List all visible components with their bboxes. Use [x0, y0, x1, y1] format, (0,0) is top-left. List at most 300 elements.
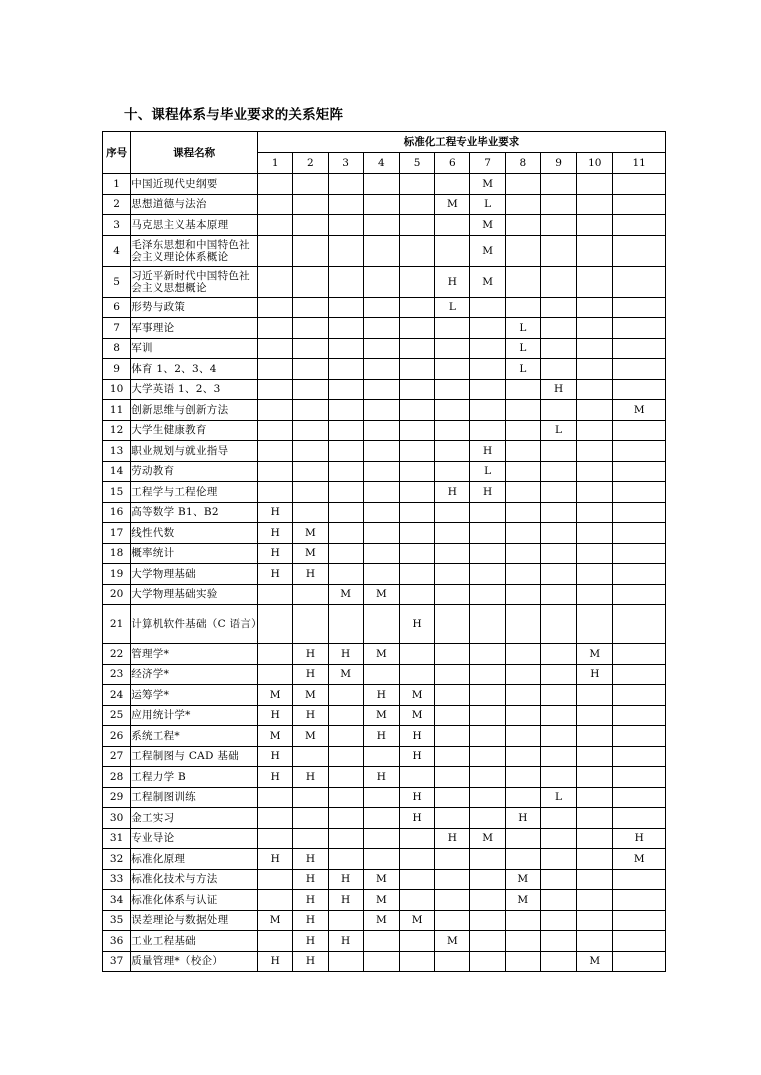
matrix-cell	[505, 266, 540, 297]
matrix-cell: H	[470, 482, 505, 503]
matrix-cell: H	[505, 808, 540, 829]
row-seq: 2	[103, 194, 131, 215]
matrix-cell	[328, 461, 363, 482]
matrix-cell: H	[293, 664, 328, 685]
matrix-cell	[540, 174, 576, 195]
matrix-cell	[540, 767, 576, 788]
matrix-cell	[363, 461, 399, 482]
matrix-cell	[435, 685, 470, 706]
matrix-cell	[470, 338, 505, 359]
row-seq: 31	[103, 828, 131, 849]
matrix-cell	[577, 584, 613, 605]
row-seq: 29	[103, 787, 131, 808]
header-requirements-group: 标准化工程专业毕业要求	[258, 132, 666, 153]
matrix-cell	[505, 194, 540, 215]
header-requirement-3: 3	[328, 153, 363, 174]
matrix-cell	[505, 379, 540, 400]
matrix-cell	[363, 931, 399, 952]
matrix-cell	[363, 502, 399, 523]
matrix-cell: M	[258, 726, 293, 747]
matrix-cell	[470, 644, 505, 665]
row-course-name: 工程制图训练	[131, 787, 258, 808]
row-seq: 25	[103, 705, 131, 726]
matrix-cell	[470, 564, 505, 585]
matrix-cell	[435, 235, 470, 266]
matrix-cell	[540, 441, 576, 462]
matrix-cell	[328, 379, 363, 400]
matrix-cell	[293, 746, 328, 767]
matrix-cell	[540, 215, 576, 236]
matrix-cell	[577, 379, 613, 400]
header-requirement-1: 1	[258, 153, 293, 174]
matrix-cell	[470, 787, 505, 808]
matrix-cell	[328, 194, 363, 215]
matrix-cell	[577, 318, 613, 339]
matrix-cell	[470, 420, 505, 441]
matrix-cell	[328, 726, 363, 747]
row-seq: 9	[103, 359, 131, 380]
matrix-cell	[363, 523, 399, 544]
row-seq: 34	[103, 890, 131, 911]
table-row	[103, 890, 666, 911]
matrix-cell	[613, 502, 666, 523]
matrix-cell	[540, 318, 576, 339]
matrix-cell	[328, 502, 363, 523]
table-row	[103, 605, 666, 644]
matrix-cell: H	[293, 705, 328, 726]
matrix-cell	[399, 849, 434, 870]
matrix-cell	[399, 420, 434, 441]
matrix-cell	[363, 174, 399, 195]
matrix-cell	[540, 644, 576, 665]
matrix-cell	[293, 420, 328, 441]
matrix-cell	[258, 644, 293, 665]
matrix-cell	[470, 297, 505, 318]
row-course-name: 马克思主义基本原理	[131, 215, 258, 236]
matrix-cell	[435, 584, 470, 605]
matrix-cell	[258, 787, 293, 808]
matrix-cell	[505, 564, 540, 585]
matrix-cell	[363, 828, 399, 849]
matrix-cell	[328, 338, 363, 359]
matrix-cell	[470, 502, 505, 523]
matrix-cell	[435, 726, 470, 747]
row-course-name: 大学英语 1、2、3	[131, 379, 258, 400]
matrix-cell	[399, 523, 434, 544]
matrix-cell	[399, 767, 434, 788]
matrix-cell	[613, 379, 666, 400]
matrix-cell	[505, 400, 540, 421]
matrix-cell: H	[399, 808, 434, 829]
matrix-cell: M	[470, 266, 505, 297]
matrix-cell	[435, 318, 470, 339]
matrix-cell	[363, 359, 399, 380]
matrix-cell	[399, 664, 434, 685]
matrix-cell	[363, 441, 399, 462]
matrix-cell	[470, 849, 505, 870]
matrix-cell: H	[363, 767, 399, 788]
matrix-cell	[613, 359, 666, 380]
matrix-cell	[399, 584, 434, 605]
matrix-cell	[363, 849, 399, 870]
header-requirement-6: 6	[435, 153, 470, 174]
matrix-cell	[613, 644, 666, 665]
matrix-cell: H	[540, 379, 576, 400]
row-course-name: 创新思维与创新方法	[131, 400, 258, 421]
matrix-cell	[540, 890, 576, 911]
matrix-cell: L	[540, 787, 576, 808]
matrix-cell	[540, 705, 576, 726]
row-seq: 36	[103, 931, 131, 952]
matrix-cell	[613, 584, 666, 605]
matrix-cell	[540, 338, 576, 359]
matrix-cell	[613, 808, 666, 829]
matrix-cell	[363, 787, 399, 808]
matrix-cell	[470, 664, 505, 685]
matrix-cell	[435, 767, 470, 788]
matrix-cell	[328, 564, 363, 585]
row-seq: 30	[103, 808, 131, 829]
matrix-cell	[328, 951, 363, 972]
matrix-cell	[505, 605, 540, 644]
table-row	[103, 767, 666, 788]
matrix-cell	[293, 482, 328, 503]
matrix-cell	[577, 849, 613, 870]
row-seq: 7	[103, 318, 131, 339]
table-row	[103, 951, 666, 972]
matrix-cell	[470, 318, 505, 339]
matrix-cell	[577, 605, 613, 644]
matrix-cell: M	[363, 644, 399, 665]
matrix-cell	[258, 890, 293, 911]
matrix-cell	[258, 605, 293, 644]
matrix-cell	[540, 564, 576, 585]
matrix-cell: H	[470, 441, 505, 462]
matrix-cell	[435, 605, 470, 644]
matrix-cell: H	[363, 726, 399, 747]
matrix-cell	[505, 910, 540, 931]
matrix-cell	[363, 746, 399, 767]
matrix-cell	[328, 297, 363, 318]
matrix-cell: H	[613, 828, 666, 849]
matrix-cell	[435, 746, 470, 767]
row-seq: 10	[103, 379, 131, 400]
matrix-cell	[435, 808, 470, 829]
table-row	[103, 828, 666, 849]
row-seq: 24	[103, 685, 131, 706]
row-course-name: 标准化体系与认证	[131, 890, 258, 911]
matrix-cell: M	[258, 910, 293, 931]
matrix-cell	[328, 174, 363, 195]
matrix-cell: M	[258, 685, 293, 706]
matrix-cell	[328, 215, 363, 236]
matrix-cell: H	[258, 523, 293, 544]
matrix-cell: M	[399, 910, 434, 931]
matrix-cell: H	[293, 890, 328, 911]
matrix-cell	[293, 338, 328, 359]
matrix-cell	[293, 584, 328, 605]
row-seq: 1	[103, 174, 131, 195]
matrix-cell: H	[258, 502, 293, 523]
row-course-name: 应用统计学*	[131, 705, 258, 726]
matrix-cell	[435, 400, 470, 421]
course-requirement-matrix	[102, 131, 666, 972]
matrix-cell: H	[363, 685, 399, 706]
matrix-cell	[613, 705, 666, 726]
table-row	[103, 235, 666, 266]
table-row	[103, 266, 666, 297]
matrix-cell	[505, 441, 540, 462]
matrix-cell	[328, 482, 363, 503]
matrix-cell	[540, 808, 576, 829]
matrix-cell	[258, 174, 293, 195]
matrix-cell	[258, 318, 293, 339]
matrix-cell	[363, 215, 399, 236]
matrix-cell	[328, 235, 363, 266]
row-course-name: 中国近现代史纲要	[131, 174, 258, 195]
matrix-cell	[505, 297, 540, 318]
table-row	[103, 869, 666, 890]
table-row	[103, 564, 666, 585]
matrix-cell	[258, 828, 293, 849]
matrix-cell	[293, 194, 328, 215]
matrix-cell	[613, 951, 666, 972]
matrix-cell	[258, 441, 293, 462]
matrix-cell	[613, 931, 666, 952]
matrix-cell	[399, 359, 434, 380]
matrix-cell: H	[399, 605, 434, 644]
matrix-cell	[505, 705, 540, 726]
matrix-cell: M	[328, 584, 363, 605]
matrix-cell: L	[505, 338, 540, 359]
matrix-cell: M	[505, 890, 540, 911]
matrix-cell	[399, 215, 434, 236]
matrix-cell	[540, 951, 576, 972]
matrix-cell	[399, 235, 434, 266]
row-course-name: 大学生健康教育	[131, 420, 258, 441]
matrix-cell	[540, 523, 576, 544]
matrix-cell	[540, 297, 576, 318]
table-row	[103, 849, 666, 870]
matrix-cell	[293, 318, 328, 339]
row-course-name: 工程制图与 CAD 基础	[131, 746, 258, 767]
row-course-name: 经济学*	[131, 664, 258, 685]
matrix-cell	[435, 543, 470, 564]
row-seq: 19	[103, 564, 131, 585]
row-course-name: 误差理论与数据处理	[131, 910, 258, 931]
matrix-cell: H	[328, 890, 363, 911]
matrix-cell	[328, 523, 363, 544]
matrix-cell	[505, 235, 540, 266]
row-seq: 17	[103, 523, 131, 544]
table-row	[103, 194, 666, 215]
matrix-cell	[293, 297, 328, 318]
table-row	[103, 685, 666, 706]
row-seq: 4	[103, 235, 131, 266]
matrix-cell	[258, 215, 293, 236]
table-row	[103, 174, 666, 195]
matrix-cell	[470, 726, 505, 747]
matrix-cell: M	[293, 523, 328, 544]
row-seq: 26	[103, 726, 131, 747]
matrix-cell	[613, 746, 666, 767]
matrix-cell	[399, 266, 434, 297]
matrix-cell	[363, 318, 399, 339]
matrix-cell	[435, 890, 470, 911]
matrix-cell	[540, 664, 576, 685]
matrix-cell	[258, 297, 293, 318]
matrix-cell	[328, 828, 363, 849]
matrix-cell	[577, 869, 613, 890]
matrix-cell	[505, 726, 540, 747]
matrix-cell: L	[470, 194, 505, 215]
matrix-cell	[435, 705, 470, 726]
matrix-cell	[363, 564, 399, 585]
matrix-cell	[505, 543, 540, 564]
matrix-cell	[577, 482, 613, 503]
matrix-cell	[258, 931, 293, 952]
row-seq: 12	[103, 420, 131, 441]
row-course-name: 计算机软件基础（C 语言）	[131, 605, 258, 644]
header-seq: 序号	[103, 132, 131, 174]
table-row	[103, 420, 666, 441]
matrix-cell	[399, 174, 434, 195]
matrix-cell	[293, 215, 328, 236]
header-requirement-8: 8	[505, 153, 540, 174]
matrix-cell	[577, 215, 613, 236]
matrix-cell	[540, 543, 576, 564]
matrix-cell	[470, 543, 505, 564]
matrix-cell	[293, 461, 328, 482]
row-seq: 16	[103, 502, 131, 523]
matrix-cell	[505, 502, 540, 523]
matrix-cell	[435, 215, 470, 236]
matrix-cell	[470, 808, 505, 829]
matrix-cell	[540, 869, 576, 890]
matrix-cell	[435, 441, 470, 462]
matrix-cell	[540, 685, 576, 706]
matrix-cell	[399, 461, 434, 482]
matrix-cell	[399, 951, 434, 972]
matrix-cell	[470, 746, 505, 767]
matrix-cell: H	[258, 543, 293, 564]
matrix-cell	[399, 931, 434, 952]
matrix-cell: M	[328, 664, 363, 685]
matrix-cell	[293, 808, 328, 829]
matrix-cell	[258, 338, 293, 359]
row-seq: 20	[103, 584, 131, 605]
table-row	[103, 400, 666, 421]
header-requirement-9: 9	[540, 153, 576, 174]
matrix-cell	[613, 890, 666, 911]
matrix-cell	[577, 705, 613, 726]
matrix-cell	[577, 266, 613, 297]
matrix-cell	[505, 482, 540, 503]
matrix-cell	[258, 664, 293, 685]
matrix-cell	[470, 910, 505, 931]
row-seq: 27	[103, 746, 131, 767]
matrix-cell	[293, 400, 328, 421]
matrix-cell	[577, 767, 613, 788]
row-seq: 37	[103, 951, 131, 972]
matrix-cell	[577, 828, 613, 849]
matrix-cell	[540, 400, 576, 421]
matrix-cell: M	[435, 194, 470, 215]
matrix-cell	[505, 828, 540, 849]
matrix-cell	[540, 235, 576, 266]
matrix-cell	[258, 461, 293, 482]
row-seq: 13	[103, 441, 131, 462]
matrix-cell: M	[470, 215, 505, 236]
matrix-cell: M	[399, 685, 434, 706]
matrix-cell	[293, 787, 328, 808]
matrix-cell	[399, 890, 434, 911]
matrix-cell	[577, 787, 613, 808]
row-course-name: 标准化技术与方法	[131, 869, 258, 890]
matrix-cell	[293, 502, 328, 523]
matrix-cell	[470, 767, 505, 788]
matrix-cell	[613, 664, 666, 685]
header-requirement-4: 4	[363, 153, 399, 174]
row-course-name: 军事理论	[131, 318, 258, 339]
matrix-cell	[328, 318, 363, 339]
row-course-name: 习近平新时代中国特色社会主义思想概论	[131, 266, 258, 297]
row-course-name: 形势与政策	[131, 297, 258, 318]
row-course-name: 思想道德与法治	[131, 194, 258, 215]
matrix-cell	[435, 664, 470, 685]
table-row	[103, 441, 666, 462]
row-course-name: 毛泽东思想和中国特色社会主义理论体系概论	[131, 235, 258, 266]
table-row	[103, 584, 666, 605]
matrix-cell	[258, 420, 293, 441]
matrix-cell: H	[399, 746, 434, 767]
matrix-cell	[505, 931, 540, 952]
page-title: 十、课程体系与毕业要求的关系矩阵	[124, 107, 344, 123]
matrix-cell	[363, 379, 399, 400]
matrix-cell	[363, 664, 399, 685]
row-seq: 8	[103, 338, 131, 359]
matrix-cell	[258, 359, 293, 380]
matrix-cell	[293, 266, 328, 297]
matrix-cell	[258, 482, 293, 503]
header-requirement-10: 10	[577, 153, 613, 174]
matrix-cell	[505, 746, 540, 767]
matrix-cell	[435, 523, 470, 544]
row-course-name: 运筹学*	[131, 685, 258, 706]
row-course-name: 大学物理基础实验	[131, 584, 258, 605]
matrix-cell	[470, 523, 505, 544]
row-course-name: 军训	[131, 338, 258, 359]
matrix-cell	[435, 910, 470, 931]
header-requirement-11: 11	[613, 153, 666, 174]
matrix-cell	[399, 828, 434, 849]
matrix-cell	[470, 605, 505, 644]
matrix-cell	[505, 461, 540, 482]
table-row	[103, 482, 666, 503]
row-seq: 11	[103, 400, 131, 421]
matrix-cell	[613, 318, 666, 339]
matrix-cell: M	[293, 685, 328, 706]
matrix-cell	[293, 605, 328, 644]
matrix-cell	[505, 584, 540, 605]
matrix-cell: M	[363, 910, 399, 931]
matrix-cell	[435, 174, 470, 195]
matrix-cell	[470, 685, 505, 706]
matrix-cell: H	[435, 482, 470, 503]
matrix-cell	[577, 420, 613, 441]
matrix-cell: H	[293, 767, 328, 788]
matrix-cell	[577, 235, 613, 266]
